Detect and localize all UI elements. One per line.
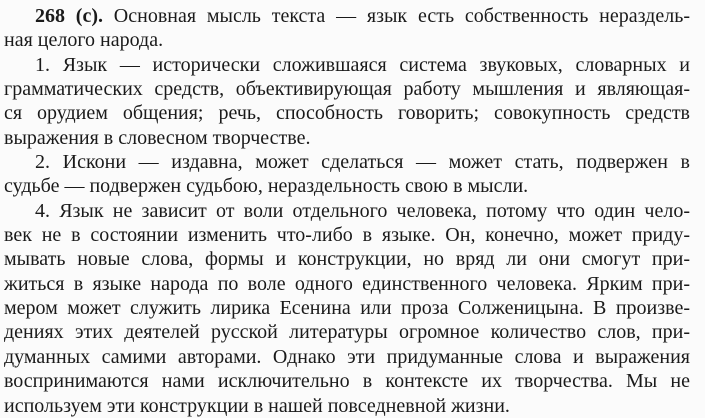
text-line: житься в языке народа по воле одного единственного человека. Ярким при-	[4, 272, 690, 295]
text-line: век не в состоянии изменить что-либо в языке. Он, конечно, может приду-	[4, 224, 690, 247]
text-line: выражения в словесном творчестве.	[4, 126, 311, 149]
text-line: 1. Язык — исторически сложившаяся система звуковых, словарных и	[35, 53, 690, 76]
text-line: мывать новые слова, формы и конструкции, но вряд ли они смогут при-	[4, 248, 690, 271]
text-line: дениях этих деятелей русской литературы огромное количество слов, при-	[4, 321, 690, 344]
text-line: ся орудием общения; речь, способность говорить; совокупность средств	[4, 102, 690, 125]
text-line: думанных самими авторами. Однако эти придуманные слова и выражения	[4, 345, 690, 368]
text-line: ная целого народа.	[4, 29, 164, 52]
text-line: судьбе — подвержен судьбою, нераздельность свою в мысли.	[4, 175, 529, 198]
text-line: 4. Язык не зависит от воли отдельного человека, потому что один чело-	[35, 199, 690, 222]
text-line: грамматических средств, объективирующая работу мышления и являющая-	[4, 78, 690, 101]
text-line: мером может служить лирика Есенина или проза Солженицына. В произве-	[4, 297, 690, 320]
text-line-content: Основная мысль текста — язык есть собственность нераздель-	[103, 5, 690, 27]
text-line: 2. Искони — издавна, может сделаться — может стать, подвержен в	[35, 151, 690, 174]
text-line: используем эти конструкции в нашей повседневной жизни.	[4, 394, 510, 417]
exercise-number: 268 (с).	[35, 5, 103, 27]
text-line: воспринимаются нами исключительно в контексте их творчества. Мы не	[4, 370, 690, 393]
text-line	[4, 4, 690, 28]
